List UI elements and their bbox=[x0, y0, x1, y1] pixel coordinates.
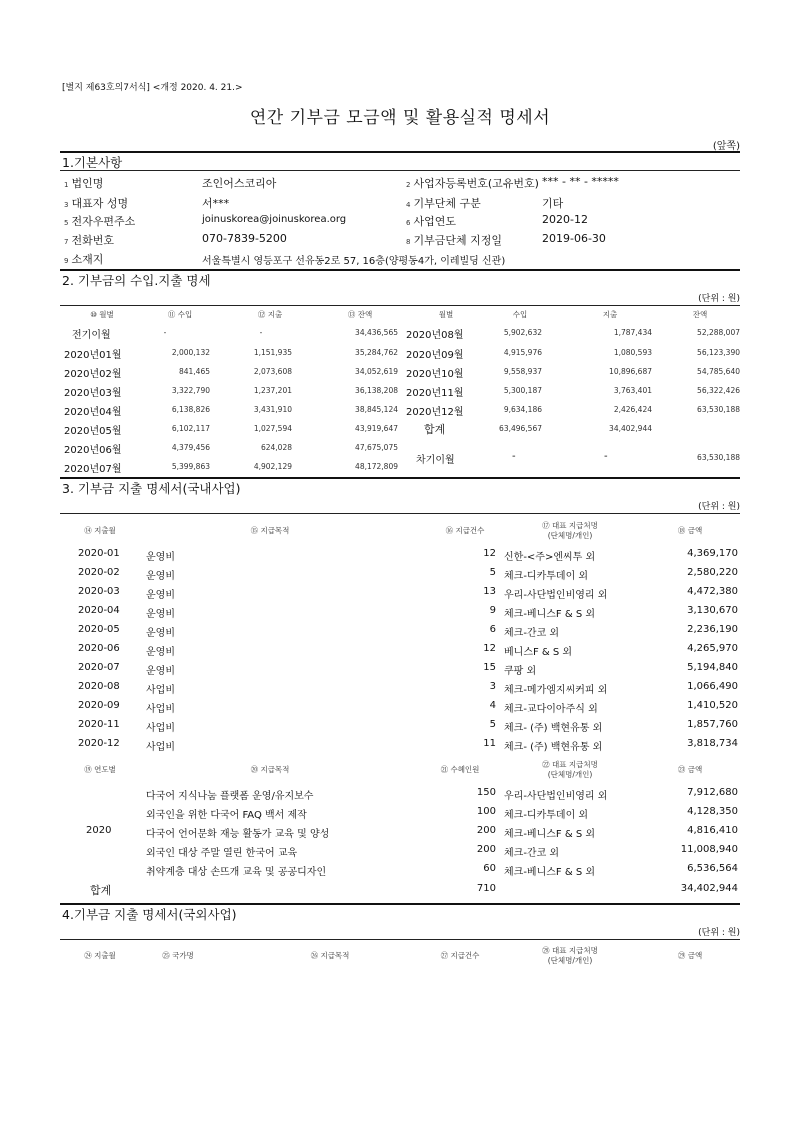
table-cell-count: 3 bbox=[489, 681, 496, 692]
section-2-heading: 2. 기부금의 수입.지출 명세 bbox=[62, 273, 211, 288]
table-cell-expense: 1,027,594 bbox=[253, 424, 292, 433]
form-reference: [별지 제63호의7서식] <개정 2020. 4. 21.> bbox=[62, 83, 243, 93]
carry-forward-label: 차기이월 bbox=[416, 455, 455, 466]
col-header-purpose: ㉖ 지급목적 bbox=[310, 951, 350, 960]
carry-forward-balance: 63,530,188 bbox=[697, 453, 740, 462]
table-cell-amount: 4,472,380 bbox=[687, 586, 738, 597]
table-cell-payee: 우리-사단법인비영리 외 bbox=[504, 590, 608, 601]
col-header-purpose: ⑮ 지급목적 bbox=[250, 526, 290, 535]
table-cell-income: 5,399,863 bbox=[171, 462, 210, 471]
table-cell-month: 2020-03 bbox=[78, 586, 120, 597]
table-cell-payee: 쿠팡 외 bbox=[504, 666, 537, 677]
table-cell-purpose: 사업비 bbox=[146, 723, 175, 734]
year-cell: 2020 bbox=[86, 825, 112, 836]
table-cell-income: 3,322,790 bbox=[171, 386, 210, 395]
unit-label: (단위 : 원) bbox=[698, 294, 740, 304]
table-cell-count: 9 bbox=[489, 605, 496, 616]
table-cell-balance: 48,172,809 bbox=[355, 462, 398, 471]
field-designation-value: 2019-06-30 bbox=[542, 232, 606, 245]
col-header-purpose: ⑳ 지급목적 bbox=[250, 765, 290, 774]
table-cell-balance: 38,845,124 bbox=[355, 405, 398, 414]
table-cell-purpose: 운영비 bbox=[146, 552, 175, 563]
col-header-month: ㉔ 지출월 bbox=[84, 951, 116, 960]
carry-forward-income: - bbox=[512, 451, 516, 462]
table-cell-amount: 1,066,490 bbox=[687, 681, 738, 692]
table-cell-purpose: 다국어 지식나눔 플랫폼 운영/유지보수 bbox=[146, 791, 314, 802]
table-cell-payee: 체크-간코 외 bbox=[504, 848, 560, 859]
table-cell-month: 2020-06 bbox=[78, 643, 120, 654]
table-cell-balance: 43,919,647 bbox=[355, 424, 398, 433]
table-cell-purpose: 사업비 bbox=[146, 742, 175, 753]
table-cell-purpose: 운영비 bbox=[146, 609, 175, 620]
divider bbox=[60, 513, 740, 514]
table-cell-purpose: 외국인 대상 주말 열린 한국어 교육 bbox=[146, 848, 298, 859]
table-cell-count: 200 bbox=[476, 844, 496, 855]
table-cell-count: 5 bbox=[489, 719, 496, 730]
col-header-amount: ㉙ 금액 bbox=[677, 951, 703, 960]
table-cell-amount: 1,857,760 bbox=[687, 719, 738, 730]
table-cell-payee: 체크-교다이아주식 외 bbox=[504, 704, 598, 715]
field-rep-value: 서*** bbox=[202, 197, 230, 210]
table-cell-income: 6,102,117 bbox=[171, 424, 210, 433]
table-cell-amount: 5,194,840 bbox=[687, 662, 738, 673]
col-header-amount: ⑱ 금액 bbox=[677, 526, 703, 535]
table-cell-count: 100 bbox=[476, 806, 496, 817]
table-cell-expense: 4,902,129 bbox=[253, 462, 292, 471]
field-corp-name-label: 1 법인명 bbox=[64, 177, 104, 190]
col-header-count: ⑯ 지급건수 bbox=[445, 526, 485, 535]
table-cell-month: 2020-04 bbox=[78, 605, 120, 616]
table-row-month: 2020년04월 bbox=[64, 407, 122, 418]
table-cell-month: 2020-07 bbox=[78, 662, 120, 673]
col-header-month: ⑭ 지출월 bbox=[84, 526, 116, 535]
table-cell-payee: 체크-메가엠지씨커피 외 bbox=[504, 685, 608, 696]
table-row-month: 2020년12월 bbox=[406, 407, 464, 418]
table-row-month: 2020년01월 bbox=[64, 350, 122, 361]
table-cell-amount: 4,816,410 bbox=[687, 825, 738, 836]
table-cell-balance: 52,288,007 bbox=[697, 328, 740, 337]
table-cell-purpose: 사업비 bbox=[146, 704, 175, 715]
divider bbox=[60, 305, 740, 306]
table-cell-month: 2020-12 bbox=[78, 738, 120, 749]
field-address-label: 9 소재지 bbox=[64, 253, 104, 266]
field-bizno-label: 2 사업자등록번호(고유번호) bbox=[406, 177, 539, 190]
table-cell-payee: 베니스F & S 외 bbox=[504, 647, 573, 658]
field-rep-label: 3 대표자 성명 bbox=[64, 197, 129, 210]
table-cell-income: 4,379,456 bbox=[171, 443, 210, 452]
col-header-count: ㉗ 지급건수 bbox=[440, 951, 480, 960]
table-cell-month: 2020-11 bbox=[78, 719, 120, 730]
section-3-heading: 3. 기부금 지출 명세서(국내사업) bbox=[62, 481, 241, 496]
table-cell-income: 6,138,826 bbox=[171, 405, 210, 414]
total-income: 63,496,567 bbox=[499, 424, 542, 433]
table-cell-count: 12 bbox=[483, 548, 496, 559]
table-cell-amount: 3,818,734 bbox=[687, 738, 738, 749]
table-cell-income: 9,634,186 bbox=[503, 405, 542, 414]
table-cell-balance: 34,052,619 bbox=[355, 367, 398, 376]
table-row-month: 2020년11월 bbox=[406, 388, 464, 399]
table-cell-month: 2020-02 bbox=[78, 567, 120, 578]
col-header-year: ⑲ 연도별 bbox=[84, 765, 116, 774]
col-header-income-2: 수입 bbox=[512, 310, 528, 319]
total-row-label: 합계 bbox=[424, 423, 446, 436]
table-cell-count: 15 bbox=[483, 662, 496, 673]
table-cell-purpose: 운영비 bbox=[146, 571, 175, 582]
table-row-month: 2020년05월 bbox=[64, 426, 122, 437]
field-address-value: 서울특별시 영등포구 선유동2로 57, 16층(양평동4가, 이레빌딩 신관) bbox=[202, 256, 506, 267]
divider bbox=[60, 939, 740, 940]
table-cell-month: 2020-09 bbox=[78, 700, 120, 711]
table-cell-expense: 2,073,608 bbox=[253, 367, 292, 376]
table-cell-balance: 35,284,762 bbox=[355, 348, 398, 357]
table-cell-income: 5,300,187 bbox=[503, 386, 542, 395]
table-cell-amount: 4,128,350 bbox=[687, 806, 738, 817]
table-cell-payee: 체크-베니스F & S 외 bbox=[504, 609, 596, 620]
table-cell-income: 5,902,632 bbox=[503, 328, 542, 337]
table-cell-income: 2,000,132 bbox=[171, 348, 210, 357]
table-cell-payee: 체크-베니스F & S 외 bbox=[504, 829, 596, 840]
col-header-beneficiaries: ㉑ 수혜인원 bbox=[440, 765, 480, 774]
table-cell-amount: 6,536,564 bbox=[687, 863, 738, 874]
table-cell-expense: 2,426,424 bbox=[613, 405, 652, 414]
table-cell-expense: - bbox=[259, 328, 263, 337]
table-cell-balance: 54,785,640 bbox=[697, 367, 740, 376]
col-header-payee: ㉒ 대표 지급처명 bbox=[542, 760, 598, 769]
col-header-balance-2: 잔액 bbox=[692, 310, 708, 319]
divider bbox=[60, 170, 740, 171]
table-cell-amount: 2,580,220 bbox=[687, 567, 738, 578]
table-cell-amount: 2,236,190 bbox=[687, 624, 738, 635]
total-count: 710 bbox=[476, 883, 496, 894]
table-cell-purpose: 사업비 bbox=[146, 685, 175, 696]
total-expense: 34,402,944 bbox=[609, 424, 652, 433]
table-cell-balance: 34,436,565 bbox=[355, 328, 398, 337]
col-header-payee-sub: (단체명/개인) bbox=[547, 531, 593, 540]
table-cell-count: 11 bbox=[483, 738, 496, 749]
field-email-value: joinuskorea@joinuskorea.org bbox=[202, 214, 347, 225]
unit-label: (단위 : 원) bbox=[698, 502, 740, 512]
table-cell-balance: 36,138,208 bbox=[355, 386, 398, 395]
table-cell-month: 2020-08 bbox=[78, 681, 120, 692]
field-fiscal-year-label: 6 사업연도 bbox=[406, 215, 456, 228]
table-cell-count: 60 bbox=[483, 863, 496, 874]
total-amount: 34,402,944 bbox=[680, 883, 738, 894]
table-cell-amount: 7,912,680 bbox=[687, 787, 738, 798]
table-cell-balance: 56,322,426 bbox=[697, 386, 740, 395]
table-row-month: 2020년08월 bbox=[406, 330, 464, 341]
table-cell-expense: 1,151,935 bbox=[253, 348, 292, 357]
table-cell-payee: 신한-<주>엔씨투 외 bbox=[504, 552, 596, 563]
col-header-balance: ⑬ 잔액 bbox=[347, 310, 373, 319]
col-header-country: ㉕ 국가명 bbox=[162, 951, 194, 960]
table-cell-payee: 체크-베니스F & S 외 bbox=[504, 867, 596, 878]
table-cell-amount: 4,369,170 bbox=[687, 548, 738, 559]
table-cell-expense: 1,787,434 bbox=[613, 328, 652, 337]
carry-forward-expense: - bbox=[604, 451, 608, 462]
table-cell-purpose: 취약계층 대상 손뜨개 교육 및 공공디자인 bbox=[146, 867, 327, 878]
table-cell-expense: 1,080,593 bbox=[613, 348, 652, 357]
table-cell-amount: 11,008,940 bbox=[680, 844, 738, 855]
table-row-month: 2020년07월 bbox=[64, 464, 122, 475]
table-cell-payee: 체크- (주) 백현유통 외 bbox=[504, 742, 603, 753]
table-cell-expense: 3,763,401 bbox=[613, 386, 652, 395]
field-org-type-value: 기타 bbox=[542, 197, 564, 210]
table-row-month: 2020년09월 bbox=[406, 350, 464, 361]
field-corp-name-value: 조인어스코리아 bbox=[202, 177, 277, 190]
table-cell-expense: 1,237,201 bbox=[253, 386, 292, 395]
table-cell-purpose: 운영비 bbox=[146, 628, 175, 639]
table-cell-count: 5 bbox=[489, 567, 496, 578]
section-4-heading: 4.기부금 지출 명세서(국외사업) bbox=[62, 907, 237, 922]
table-cell-income: - bbox=[163, 328, 167, 337]
table-row-month: 전기이월 bbox=[72, 330, 111, 341]
col-header-income: ⑪ 수입 bbox=[167, 310, 193, 319]
table-cell-purpose: 운영비 bbox=[146, 647, 175, 658]
field-email-label: 5 전자우편주소 bbox=[64, 215, 136, 228]
col-header-payee-sub: (단체명/개인) bbox=[547, 770, 593, 779]
section-1-heading: 1.기본사항 bbox=[62, 155, 123, 170]
table-row-month: 2020년03월 bbox=[64, 388, 122, 399]
table-cell-count: 200 bbox=[476, 825, 496, 836]
field-phone-label: 7 전화번호 bbox=[64, 234, 114, 247]
col-header-payee-sub: (단체명/개인) bbox=[547, 956, 593, 965]
table-cell-purpose: 운영비 bbox=[146, 590, 175, 601]
col-header-payee: ⑰ 대표 지급처명 bbox=[542, 521, 598, 530]
field-bizno-value: *** - ** - ***** bbox=[542, 175, 619, 188]
table-cell-expense: 10,896,687 bbox=[609, 367, 652, 376]
page-side-label: (앞쪽) bbox=[712, 141, 740, 152]
col-header-month-2: 월별 bbox=[438, 310, 454, 319]
field-designation-label: 8 기부금단체 지정일 bbox=[406, 234, 502, 247]
table-cell-amount: 1,410,520 bbox=[687, 700, 738, 711]
table-cell-income: 9,558,937 bbox=[503, 367, 542, 376]
col-header-payee: ㉘ 대표 지급처명 bbox=[542, 946, 598, 955]
table-cell-payee: 체크-간코 외 bbox=[504, 628, 560, 639]
col-header-month: ⑩ 월별 bbox=[90, 310, 114, 319]
col-header-amount: ㉓ 금액 bbox=[677, 765, 703, 774]
field-phone-value: 070-7839-5200 bbox=[202, 232, 287, 245]
table-row-month: 2020년02월 bbox=[64, 369, 122, 380]
col-header-expense-2: 지출 bbox=[602, 310, 618, 319]
field-org-type-label: 4 기부단체 구분 bbox=[406, 197, 481, 210]
table-cell-payee: 우리-사단법인비영리 외 bbox=[504, 791, 608, 802]
table-cell-count: 4 bbox=[489, 700, 496, 711]
table-cell-purpose: 외국인을 위한 다국어 FAQ 백서 제작 bbox=[146, 810, 307, 821]
table-row-month: 2020년06월 bbox=[64, 445, 122, 456]
table-cell-amount: 4,265,970 bbox=[687, 643, 738, 654]
field-fiscal-year-value: 2020-12 bbox=[542, 213, 588, 226]
table-cell-count: 150 bbox=[476, 787, 496, 798]
table-cell-balance: 56,123,390 bbox=[697, 348, 740, 357]
table-cell-balance: 63,530,188 bbox=[697, 405, 740, 414]
table-cell-month: 2020-01 bbox=[78, 548, 120, 559]
divider bbox=[60, 151, 740, 153]
table-cell-payee: 체크-디카투데이 외 bbox=[504, 810, 589, 821]
table-cell-expense: 3,431,910 bbox=[253, 405, 292, 414]
total-label: 합계 bbox=[90, 884, 112, 897]
table-cell-expense: 624,028 bbox=[260, 443, 292, 452]
table-cell-income: 4,915,976 bbox=[503, 348, 542, 357]
table-cell-payee: 체크- (주) 백현유통 외 bbox=[504, 723, 603, 734]
unit-label: (단위 : 원) bbox=[698, 928, 740, 938]
table-cell-purpose: 운영비 bbox=[146, 666, 175, 677]
col-header-expense: ⑫ 지출 bbox=[257, 310, 283, 319]
table-cell-amount: 3,130,670 bbox=[687, 605, 738, 616]
table-cell-income: 841,465 bbox=[178, 367, 210, 376]
table-cell-month: 2020-05 bbox=[78, 624, 120, 635]
table-cell-purpose: 다국어 언어문화 재능 활동가 교육 및 양성 bbox=[146, 829, 330, 840]
table-cell-count: 6 bbox=[489, 624, 496, 635]
table-cell-count: 12 bbox=[483, 643, 496, 654]
table-row-month: 2020년10월 bbox=[406, 369, 464, 380]
table-cell-balance: 47,675,075 bbox=[355, 443, 398, 452]
table-cell-count: 13 bbox=[483, 586, 496, 597]
page-title: 연간 기부금 모금액 및 활용실적 명세서 bbox=[249, 108, 551, 128]
table-cell-payee: 체크-디카투데이 외 bbox=[504, 571, 589, 582]
